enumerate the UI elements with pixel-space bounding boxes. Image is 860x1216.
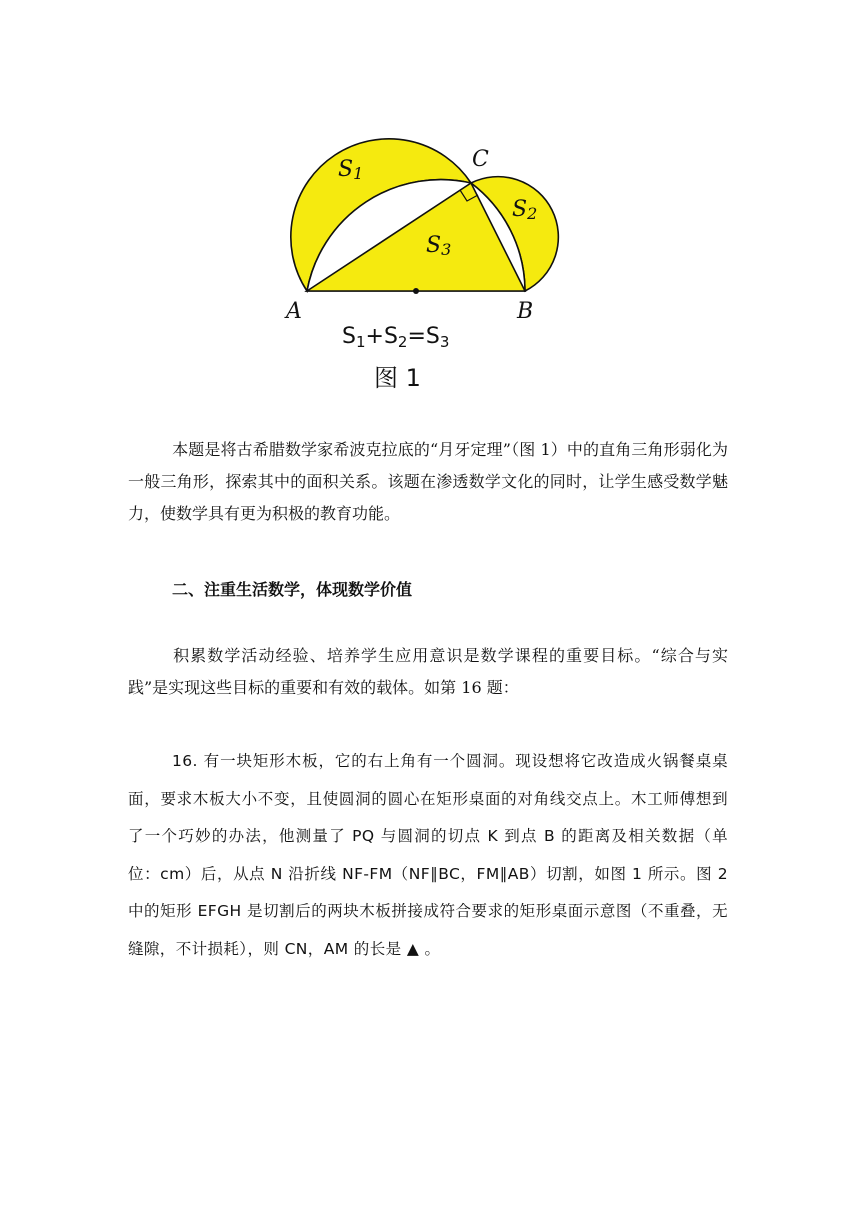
- problem-text: 16. 有一块矩形木板，它的右上角有一个圆洞。现设想将它改造成火锅餐桌桌面，要求木板大小不变，且使圆洞的圆心在矩形桌面的对角线交点上。木工师傅想到了一个巧妙的办法，他测量了 PQ 与圆洞的切点 K 到点 B 的距离及相关数据（单位：cm）后，从点 N 沿折线 NF-FM（NF∥BC，FM∥AB）切割，如图 1 所示。图 2 中的矩形 EFGH 是切割后的两块木板拼接成符合要求的矩形桌面示意图（不重叠，无缝隙，不计损耗），则 CN，AM 的长是 ▲ 。: [128, 752, 728, 958]
- figure-caption: 图 1: [374, 364, 421, 392]
- section-heading-text: 二、注重生活数学，体现数学价值: [172, 580, 413, 599]
- label-s3: S3: [426, 233, 452, 259]
- label-c: C: [472, 147, 489, 172]
- lune-theorem-figure: [280, 128, 580, 398]
- label-a: A: [286, 299, 302, 324]
- practice-text: 积累数学活动经验、培养学生应用意识是数学课程的重要目标。“综合与实践”是实现这些目标的重要和有效的载体。如第 16 题：: [128, 646, 728, 697]
- intro-paragraph: [128, 434, 728, 530]
- midpoint-dot: [413, 288, 419, 294]
- section-heading: [128, 574, 728, 606]
- problem-paragraph: [128, 743, 728, 969]
- lune-diagram: [280, 128, 580, 398]
- practice-paragraph: [128, 640, 728, 704]
- label-b: B: [517, 299, 534, 324]
- label-s1: S1: [338, 157, 364, 183]
- formula: S1+S2=S3: [342, 324, 450, 351]
- intro-text: 本题是将古希腊数学家希波克拉底的“月牙定理”（图 1）中的直角三角形弱化为一般三角形，探索其中的面积关系。该题在渗透数学文化的同时，让学生感受数学魅力，使数学具有更为积极的教育功能。: [128, 440, 728, 523]
- label-s2: S2: [512, 197, 538, 223]
